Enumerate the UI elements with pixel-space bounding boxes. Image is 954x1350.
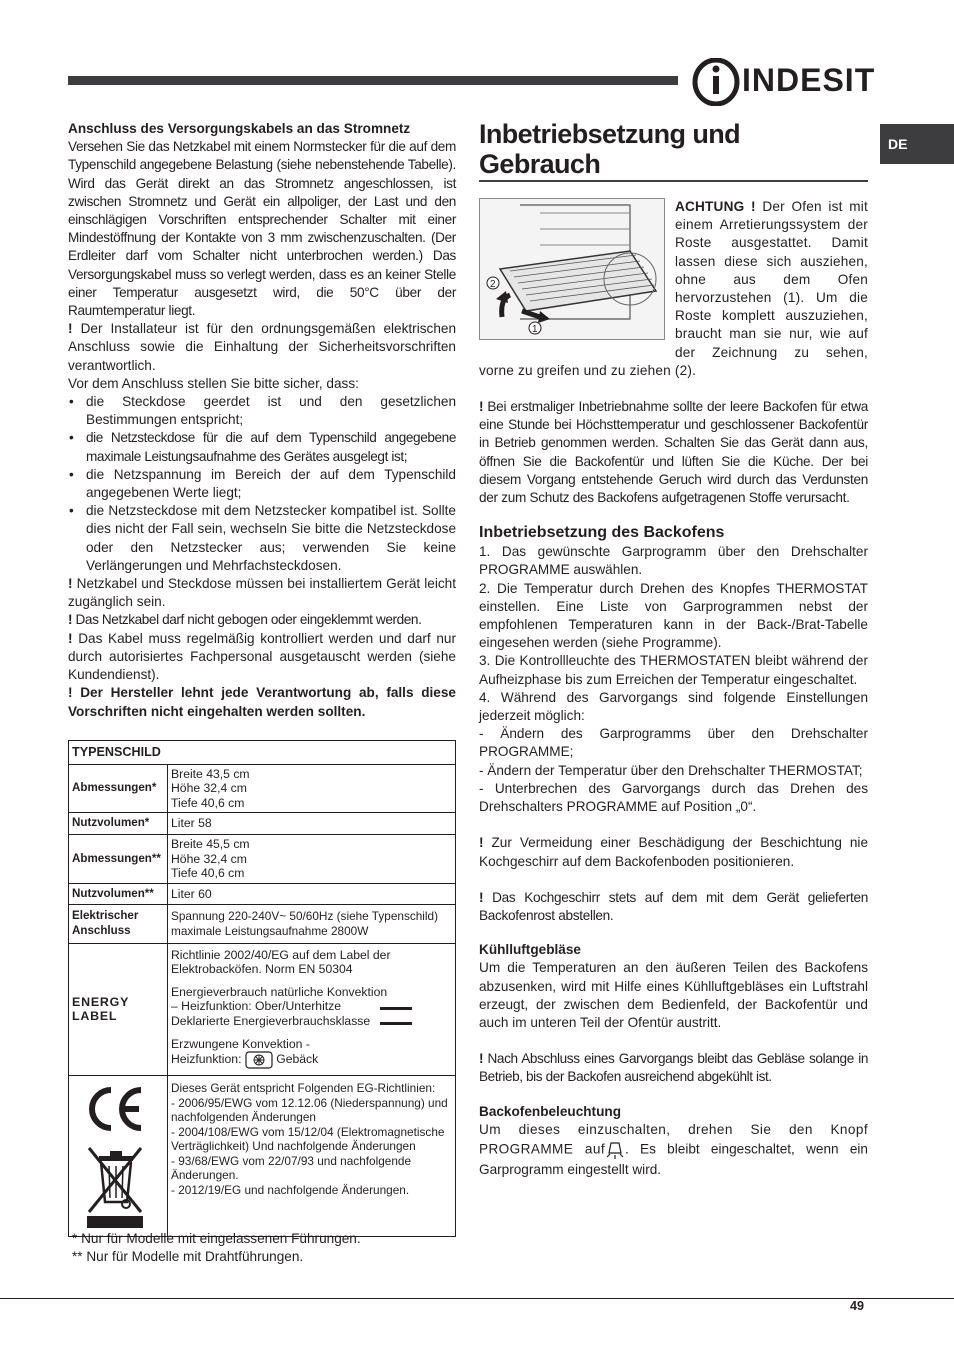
energy-block [171,985,452,1029]
list-item: • die Netzsteckdose für die auf dem Typenschild angegebene maximale Leistungsaufnahme des Gerätes ausgelegt ist; [68,429,456,465]
paragraph: Um die Temperaturen an den äußeren Teilen des Backofens abzusenken, wird mit Hilfe eines Kühlluftgebläses ein Luftstrahl erzeugt, der zwischen dem Bedienfeld, der Backofentür und auch im unteren Teil der Ofentür austritt. [479,960,868,1030]
warning-paragraph [479,889,868,925]
value-line: Liter 58 [171,816,212,831]
conformity-text [168,1076,456,1237]
page-title: Inbetriebsetzung und Gebrauch [479,119,868,182]
bullet-list [68,393,456,575]
footer-rule [0,1298,954,1299]
section-heading: Anschluss des Versorgungskabels an das Stromnetz [68,121,411,136]
warning-text: Das Kochgeschirr stets auf dem mit dem Gerät gelieferten Backofenrost abstellen. [479,889,868,923]
left-column [68,120,456,721]
step: - Ändern der Temperatur über den Drehschalter THERMOSTAT; [479,762,863,778]
table-header: TYPENSCHILD [69,741,456,765]
warning-paragraph [68,611,456,629]
energy-line: Erzwungene Konvektion - [171,1036,310,1051]
row-label: Nutzvolumen* [69,813,168,835]
warning-paragraph [68,575,456,611]
energy-line: Richtlinie 2002/40/EG auf dem Label der Elektrobacköfen. Norm EN 50304 [171,947,391,977]
table-row [69,905,456,943]
row-value [168,883,456,905]
warning-text: Der Hersteller lehnt jede Verantwortung ab, falls diese Vorschriften nicht eingehalten werden sollten. [68,685,456,719]
step: 2. Die Temperatur durch Drehen des Knopfes THERMOSTAT einstellen. Eine Liste von Garprogrammen nebst der empfohlenen Temperaturen kann in der Back-/Brat-Tabelle eingesehen werden (siehe Programme). [479,580,868,651]
right-column [479,119,868,1179]
brand-wordmark: INDESIT [742,62,876,98]
table-row [69,741,456,765]
row-label: Abmessungen* [69,764,168,813]
value-line: Spannung 220-240V~ 50/60Hz (siehe Typenschild) [171,909,439,924]
footnotes [72,1230,361,1265]
row-label: Elektrischer Anschluss [69,905,168,943]
warning-mark: ! [68,630,73,646]
list-item: • die Steckdose geerdet ist und den gesetzlichen Bestimmungen entspricht; [68,393,456,429]
energy-label-cell: ENERGY LABEL [69,943,168,1076]
footnote: ** Nur für Modelle mit Drahtführungen. [72,1248,304,1264]
warning-mark: ! [68,612,73,628]
ce-mark-icon [83,1084,147,1134]
step: 1. Das gewünschte Garprogramm über den Drehschalter PROGRAMME auswählen. [479,544,868,578]
energy-line-text: Gebäck [276,1052,319,1067]
warning-text: Der Installateur ist für den ordnungsgemäßen elektrischen Anschluss sowie die Einhaltung der Sicherheitsvorschriften verantwortlich. [68,321,456,373]
header-bar [68,76,678,85]
value-line: Breite 43,5 cm [171,766,250,781]
step: 3. Die Kontrollleuchte des THERMOSTATEN bleibt während der Aufheizphase bis zum Erreichen der Temperatur eingeschaltet. [479,653,868,687]
warning-paragraph [479,398,868,507]
table-row [69,813,456,835]
page-number: 49 [850,1299,865,1313]
energy-line-text: Heizfunktion: [171,1052,242,1067]
warning-mark: ! [479,1051,484,1067]
oven-rack-figure [479,198,665,340]
row-value [168,834,456,883]
energy-line: Energieverbrauch natürliche Konvektion [171,984,388,999]
section-heading: Backofenbeleuchtung [479,1103,621,1119]
warning-mark: ! [479,835,484,851]
oven-rack-illustration-icon [480,199,664,339]
warning-text: Bei erstmaliger Inbetriebnahme sollte der leere Backofen für etwa eine Stunde bei Höchsttemperatur und geschlossener Backofentür in Betrieb genommen werden. Schalten Sie das Gerät dann aus, öffnen Sie die Backofentür und lüften Sie die Küche. Der bei diesem Vorgang entstehende Geruch wird durch das Verdunsten der zum Schutz des Backofens aufgetragenen Stoffe verursacht. [479,399,868,506]
oven-light-icon [605,1139,625,1161]
warning-mark: ! [68,685,73,701]
list-item: • die Netzspannung im Bereich der auf dem Typenschild angegebenen Werte liegt; [68,466,456,502]
warning-text: Nach Abschluss eines Garvorgangs bleibt das Gebläse solange in Betrieb, bis der Backofen ausreichend abgekühlt ist. [479,1051,868,1085]
footnote: * Nur für Modelle mit eingelassenen Führungen. [72,1231,361,1246]
list-item: • die Netzsteckdose mit dem Netzstecker kompatibel ist. Sollte dies nicht der Fall sein, wechseln Sie bitte die Netzsteckdose oder den Netzstecker aus; verwenden Sie keine Verlängerungen und Mehrfachsteckdosen. [68,502,456,575]
warning-text: Netzkabel und Steckdose müssen bei installiertem Gerät leicht zugänglich sein. [68,576,456,610]
warning-paragraph [68,630,456,685]
callout-2: 2 [490,279,496,290]
value-line: Höhe 32,4 cm [171,781,247,796]
conformity-line: Dieses Gerät entspricht Folgenden EG-Richtlinien: [171,1081,436,1096]
step: 4. Während des Garvorgangs sind folgende Einstellungen jederzeit möglich: [479,689,868,724]
table-row [69,834,456,883]
warning-paragraph [479,834,868,870]
value-line: Höhe 32,4 cm [171,851,247,866]
row-value [168,764,456,813]
conformity-line: - 2012/19/EG und nachfolgende Änderungen. [171,1182,410,1197]
paragraph: Vor dem Anschluss stellen Sie bitte sicher, dass: [68,375,359,391]
table-row [69,883,456,905]
paragraph [479,1121,868,1179]
row-value [168,905,456,943]
paragraph-text: Um dieses einzuschalten, drehen Sie den Knopf PROGRAMME auf [479,1121,868,1157]
warning-mark: ! [479,889,484,905]
step: - Unterbrechen des Garvorgangs durch das Drehen des Drehschalters PROGRAMME auf Position „0“. [479,780,868,815]
warning-mark: ! [68,576,73,592]
warning-text: Zur Vermeidung einer Beschädigung der Beschichtung nie Kochgeschirr auf dem Backofenboden positionieren. [479,835,868,869]
language-tab: DE [880,124,954,164]
row-label: Nutzvolumen** [69,883,168,905]
table-row [69,943,456,1076]
energy-line [171,1051,452,1069]
section-heading: Inbetriebsetzung des Backofens [479,524,725,542]
warning-paragraph [68,684,456,720]
table-row [69,1076,456,1237]
energy-line: Deklarierte Energieverbrauchsklasse [171,1013,371,1028]
conformity-line: - 2006/95/EWG vom 12.12.06 (Niederspannung) und nachfolgenden Änderungen [171,1095,448,1125]
fan-bake-icon [245,1051,273,1069]
attention-text: Der Ofen ist mit einem Arretierungssystem der Roste ausgestattet. Damit lassen diese sich ausziehen, ohne aus dem Ofen hervorzustehen (1). Um die Roste komplett auszuziehen, braucht man sie nur, wie auf der Zeichnung zu sehen, vorne zu greifen und zu ziehen (2). [479,199,868,378]
paragraph-text: . Es bleibt eingeschaltet, wenn ein Garprogramm eingestellt wird. [479,1141,868,1177]
value-line: Liter 60 [171,886,212,901]
table-row [69,764,456,813]
top-bottom-heat-icon [379,1005,413,1027]
paragraph: Versehen Sie das Netzkabel mit einem Normstecker für die auf dem Typenschild angegebene Belastung (siehe nebenstehende Tabelle). Wird das Gerät direkt an das Stromnetz angeschlossen, ist zwischen Stromnetz und Gerät ein allpoliger, der Last und den einschlägigen Vorschriften entsprechender Schalter mit einer Mindestöffnung der Kontakte von 3 mm zwischenzuschalten. (Der Erdleiter darf vom Schalter nicht unterbrochen werden.) Das Versorgungskabel muss so verlegt werden, dass es an keiner Stelle einer Temperatur ausgesetzt wird, die 50°C über der Raumtemperatur liegt. [68,139,456,319]
section-heading: Kühlluftgebläse [479,942,581,958]
warning-paragraph [68,320,456,375]
weee-bin-icon [83,1142,147,1230]
warning-text: Das Kabel muss regelmäßig kontrolliert werden und darf nur durch autorisiertes Fachpersonal ausgetauscht werden (siehe Kundendienst). [68,630,456,683]
value-line: Breite 45,5 cm [171,836,250,851]
conformity-icons-cell [69,1076,168,1237]
warning-paragraph [479,1050,868,1086]
row-value [168,813,456,835]
warning-mark: ! [68,321,73,337]
nameplate-table [68,740,456,1237]
value-line: Tiefe 40,6 cm [171,866,245,881]
warning-text: Das Netzkabel darf nicht gebogen oder eingeklemmt werden. [72,612,422,628]
warning-mark: ! [479,399,484,415]
energy-block [171,1037,452,1070]
conformity-line: - 2004/108/EWG vom 15/12/04 (Elektromagnetische Verträglichkeit) Und nachfolgende Änderungen [171,1124,445,1154]
callout-1: 1 [532,324,538,335]
energy-line: – Heizfunktion: Ober/Unterhitze [171,999,342,1014]
step: - Ändern des Garprogramms über den Drehschalter PROGRAMME; [479,726,868,760]
conformity-line: - 93/68/EWG vom 22/07/93 und nachfolgende Änderungen. [171,1153,412,1183]
value-line: Tiefe 40,6 cm [171,795,245,810]
row-label: Abmessungen** [69,834,168,883]
value-line: maximale Leistungsaufnahme 2800W [171,923,369,938]
energy-value [168,943,456,1076]
attention-label: ACHTUNG ! [675,199,756,214]
